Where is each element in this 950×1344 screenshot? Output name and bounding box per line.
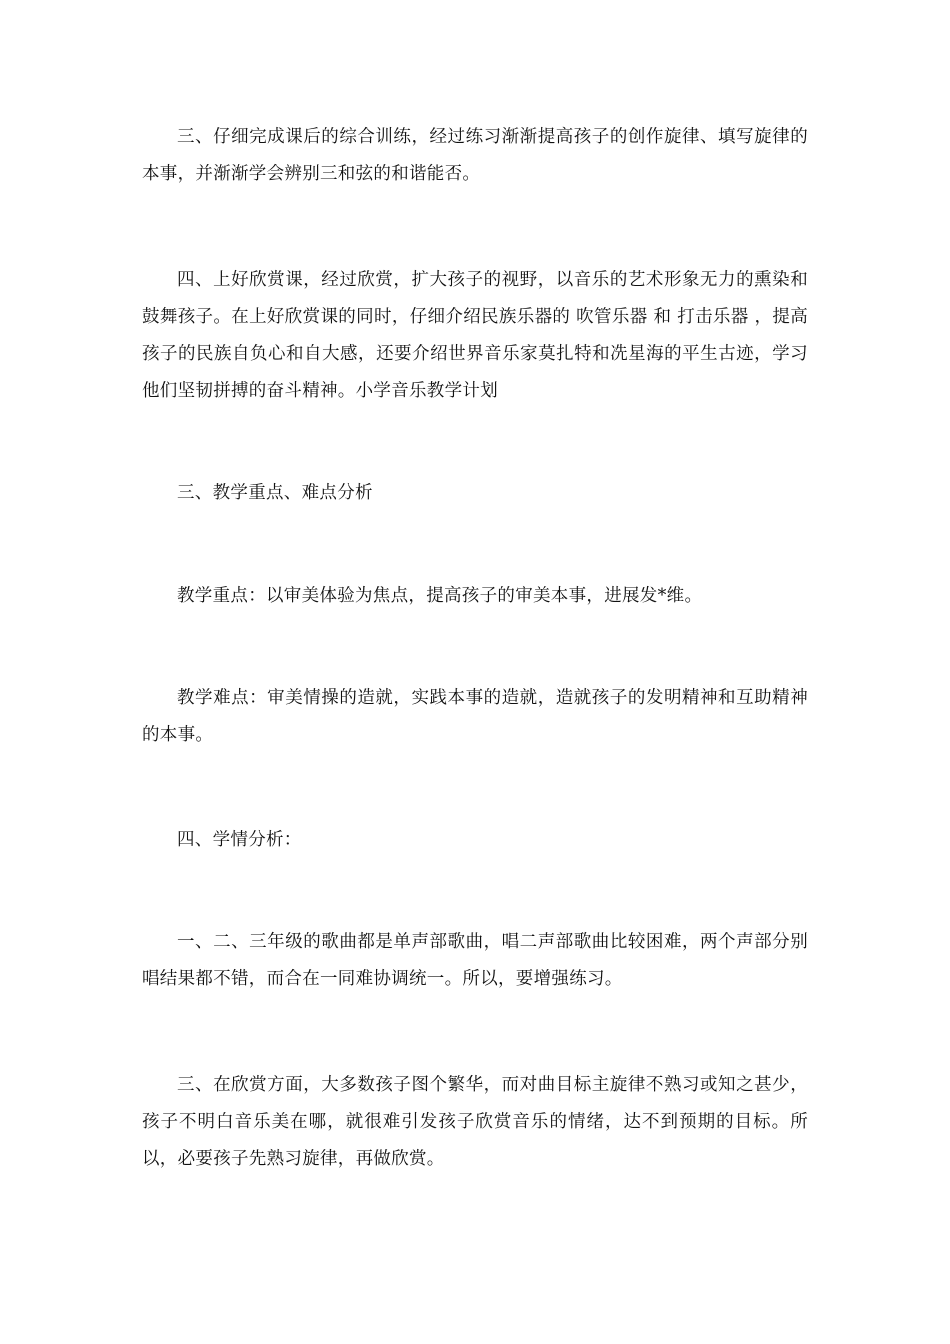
paragraph-singing-analysis: 一、二、三年级的歌曲都是单声部歌曲，唱二声部歌曲比较困难，两个声部分别唱结果都不错，而合在一同难协调统一。所以，要增强练习。: [142, 932, 808, 989]
paragraph-appreciation-class: 四、上好欣赏课，经过欣赏，扩大孩子的视野，以音乐的艺术形象无力的熏染和鼓舞孩子。在上好欣赏课的同时，仔细介绍民族乐器的 吹管乐器 和 打击乐器 ，提高孩子的民族自负心和自大感，还要介绍世界音乐家莫扎特和冼星海的平生古迹，学习他们坚韧拼搏的奋斗精神。小学音乐教学计划: [142, 270, 808, 401]
paragraph-teaching-difficulty: 教学难点：审美情操的造就，实践本事的造就，造就孩子的发明精神和互助精神的本事。: [142, 688, 808, 745]
paragraph-appreciation-analysis: 三、在欣赏方面，大多数孩子图个繁华，而对曲目标主旋律不熟习或知之甚少，孩子不明白音乐美在哪，就很难引发孩子欣赏音乐的情绪，达不到预期的目标。所以，必要孩子先熟习旋律，再做欣赏。: [142, 1075, 808, 1169]
section-heading-student-analysis: 四、学情分析：: [177, 830, 302, 850]
paragraph-composition-training: 三、仔细完成课后的综合训练，经过练习渐渐提高孩子的创作旋律、填写旋律的本事，并渐渐学会辨别三和弦的和谐能否。: [142, 127, 808, 184]
paragraph-teaching-focus: 教学重点：以审美体验为焦点，提高孩子的审美本事，进展发*维。: [177, 586, 703, 606]
section-heading-key-points: 三、教学重点、难点分析: [177, 483, 373, 503]
